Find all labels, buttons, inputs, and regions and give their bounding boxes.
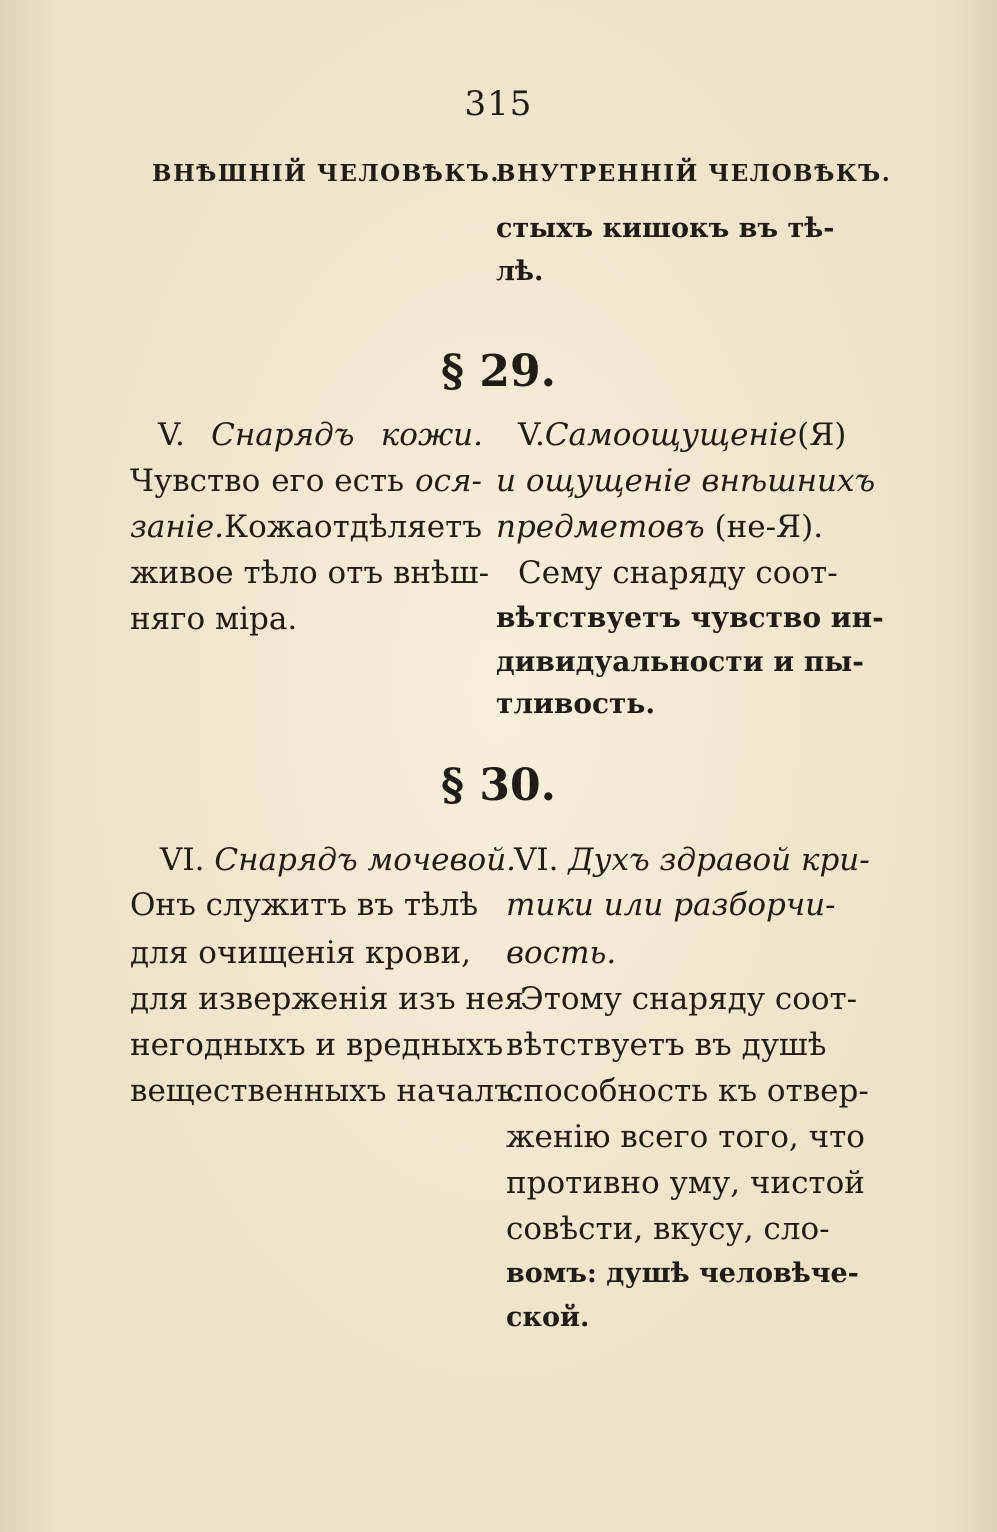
- text-line: вомъ: душѣ человѣче-: [506, 1258, 859, 1289]
- text-word: его есть: [271, 463, 405, 499]
- organ-name: Снарядъ мочевой.: [214, 842, 517, 878]
- text-line: совѣсти, вкусу, сло-: [506, 1211, 830, 1247]
- emphasis-word: Самоощущенie: [544, 417, 798, 453]
- text-line: и ощущенie внѣшнихъ: [496, 463, 876, 499]
- text-line: вѣтствуетъ въ душѣ: [506, 1027, 827, 1063]
- text-line: негодныхъ и вредныхъ: [130, 1027, 504, 1063]
- text-line: для очищенія крови,: [130, 935, 472, 971]
- text-line: Сему снаряду соот-: [518, 555, 838, 591]
- text-line: живое тѣло отъ внѣш-: [130, 555, 490, 591]
- emphasis-word: ося-: [414, 463, 482, 499]
- roman-numeral: V.: [518, 417, 545, 453]
- text-line: ской.: [506, 1302, 590, 1333]
- emphasis-word: Духъ здравой кри-: [568, 842, 870, 878]
- organ-name: Снарядъ: [211, 417, 355, 453]
- continuation-line: лѣ.: [496, 256, 544, 287]
- text-line: вѣтствуетъ чувство ин-: [496, 601, 884, 634]
- emphasis-word: предметовъ: [496, 509, 705, 545]
- emphasis-word: занie.: [130, 509, 224, 545]
- text-line: противно уму, чистой: [506, 1165, 865, 1201]
- text-line: способность къ отвер-: [506, 1073, 869, 1109]
- text-line: дивидуальности и пы-: [496, 645, 864, 678]
- text-word: отдѣляетъ: [313, 509, 482, 545]
- text-line: няго міра.: [130, 601, 298, 637]
- section-heading: § 29.: [441, 346, 556, 397]
- text-line: Онъ служитъ въ тѣлѣ: [130, 887, 479, 923]
- roman-numeral: V.: [158, 417, 185, 453]
- text-word: (Я): [797, 417, 847, 453]
- text-line: для изверженія изъ нея: [130, 981, 524, 1017]
- page-number: 315: [464, 84, 533, 124]
- text-line: вость.: [506, 935, 617, 971]
- text-word: Чувство: [130, 463, 261, 499]
- text-line: тливость.: [496, 687, 656, 720]
- organ-name: кожи.: [380, 417, 483, 453]
- text-word: (не-Я).: [714, 509, 824, 545]
- section-heading: § 30.: [441, 760, 556, 811]
- text-word: Кожа: [224, 509, 314, 545]
- text-line: вещественныхъ началъ.: [130, 1073, 524, 1109]
- text-line: Этому снаряду соот-: [520, 981, 858, 1017]
- continuation-line: стыхъ кишокъ въ тѣ-: [496, 213, 835, 244]
- roman-numeral: VI.: [160, 842, 205, 878]
- text-line: тики или разборчи-: [506, 887, 836, 923]
- running-header-left: ВНѢШНІЙ ЧЕЛОВѢКЪ.: [152, 160, 500, 187]
- text-line: женію всего того, что: [506, 1119, 865, 1155]
- running-header-right: ВНУТРЕННІЙ ЧЕЛОВѢКЪ.: [496, 160, 892, 187]
- roman-numeral: VI.: [514, 842, 559, 878]
